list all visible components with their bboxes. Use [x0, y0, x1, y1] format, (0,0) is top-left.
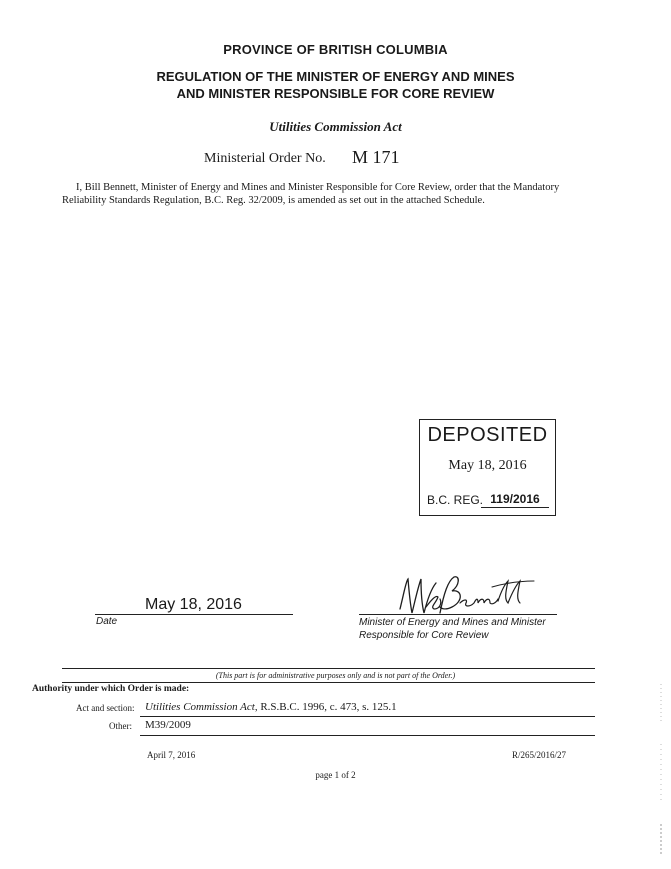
other-value: M39/2009: [145, 719, 191, 731]
regulation-heading-line1: REGULATION OF THE MINISTER OF ENERGY AND MINES: [156, 69, 515, 84]
act-title: Utilities Commission Act: [269, 119, 402, 134]
page-number: page 1 of 2: [315, 770, 356, 780]
ministerial-order-label: Ministerial Order No.: [204, 151, 326, 166]
act-section-value: [145, 701, 397, 713]
deposited-stamp: [419, 419, 556, 516]
admin-divider-bottom: [62, 682, 595, 683]
order-text: I, Bill Bennett, Minister of Energy and Mines and Minister Responsible for Core Review, order that the Mandatory Reliability Standards Regulation, B.C. Reg. 32/2009, is amended as set out in the attached Schedule.: [62, 182, 560, 206]
date-line: [95, 614, 293, 615]
other-label: Other:: [109, 721, 132, 731]
act-name: Utilities Commission Act: [145, 701, 255, 713]
admin-divider-top: [62, 668, 595, 669]
act-section-label: Act and section:: [76, 703, 135, 713]
deposited-title: DEPOSITED: [427, 424, 548, 446]
deposited-date: May 18, 2016: [448, 458, 527, 473]
act-section-line: [140, 716, 595, 717]
date-label: Date: [96, 616, 118, 627]
authority-heading: Authority under which Order is made:: [32, 684, 190, 694]
province-heading: PROVINCE OF BRITISH COLUMBIA: [223, 42, 448, 57]
minister-title-line2: Responsible for Core Review: [359, 630, 489, 641]
minister-signature: [396, 573, 536, 618]
minister-title-line1: Minister of Energy and Mines and Minister: [359, 617, 546, 628]
signature-line: [359, 614, 557, 615]
footer-date: April 7, 2016: [147, 750, 196, 760]
bc-reg-label: B.C. REG.: [427, 493, 484, 507]
minister-title: [359, 616, 569, 642]
other-line: [140, 735, 595, 736]
admin-note: (This part is for administrative purposes only and is not part of the Order.): [215, 671, 456, 680]
signing-date-value: May 18, 2016: [145, 596, 242, 613]
regulation-heading-line2: AND MINISTER RESPONSIBLE FOR CORE REVIEW: [176, 86, 495, 101]
footer-reference: R/265/2016/27: [512, 750, 567, 760]
scan-edge-marks: [660, 684, 662, 854]
ministerial-order-number: M 171: [352, 147, 400, 167]
act-citation: , R.S.B.C. 1996, c. 473, s. 125.1: [254, 701, 397, 713]
bc-reg-number: 119/2016: [481, 492, 549, 508]
